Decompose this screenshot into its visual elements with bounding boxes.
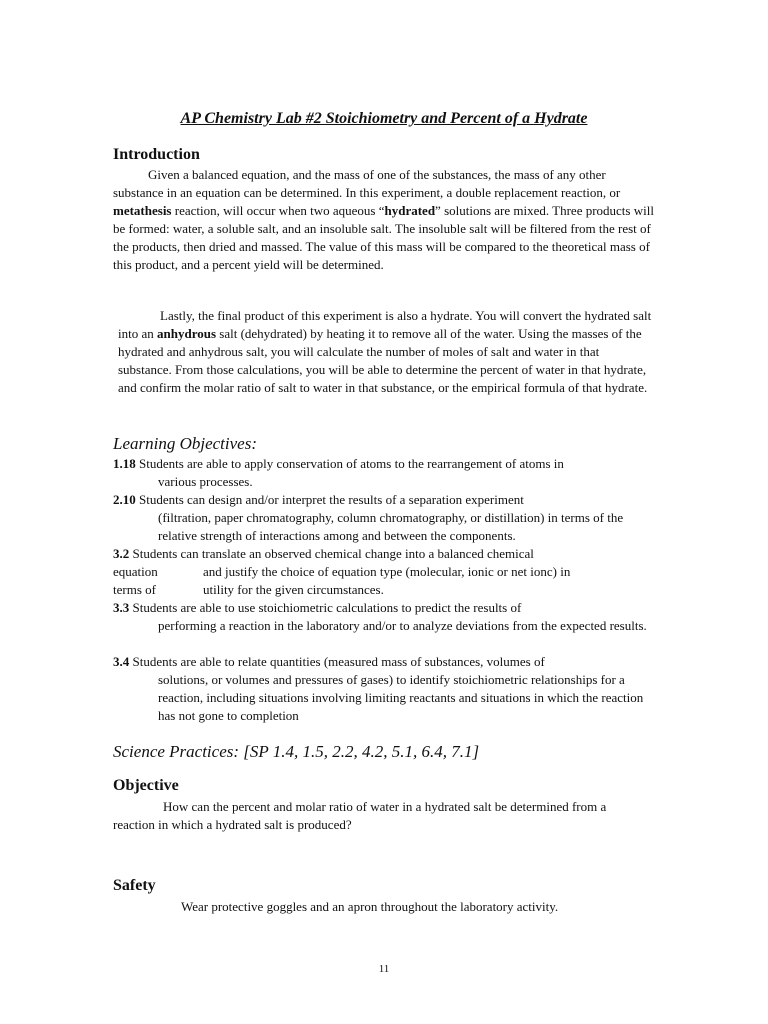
learning-objective-item <box>113 599 653 635</box>
objective-text-continued: utility for the given circumstances. <box>203 582 384 597</box>
objective-text: Students are able to apply conservation of atoms to the rearrangement of atoms in <box>135 456 564 471</box>
objective-number: 3.4 <box>113 654 130 669</box>
intro-p2-text-2: salt (dehydrated) by heating it to remove all of the water. Using the masses of the hydrated and anhydrous salt, you will calculate the number of moles of salt and water in that substance. From those calculations, you will be able to determine the percent of water in that hydrate, and confirm the molar ratio of salt to water in that substance, or the empirical formula of that hydrate. <box>118 326 648 395</box>
objective-text-word: equation <box>113 564 158 579</box>
intro-p1-text-2: reaction, will occur when two aqueous “ <box>171 203 385 218</box>
learning-objective-item <box>113 491 653 545</box>
introduction-paragraph-2 <box>118 307 655 397</box>
intro-p2-text-1: Lastly, the final product of this experiment is also a hydrate. You will convert the hydrated salt into an <box>118 308 652 341</box>
learning-objectives-heading: Learning Objectives: <box>113 434 257 453</box>
objective-number: 2.10 <box>113 492 136 507</box>
objective-text-word: terms of <box>113 582 156 597</box>
introduction-paragraph-1 <box>113 166 655 274</box>
intro-p1-bold-metathesis: metathesis <box>113 203 172 218</box>
intro-p1-bold-hydrated: hydrated <box>384 203 436 218</box>
learning-objective-item <box>113 545 653 599</box>
objective-number: 3.3 <box>113 600 130 615</box>
safety-heading: Safety <box>113 877 156 894</box>
objective-number: 1.18 <box>113 456 136 471</box>
safety-text: Wear protective goggles and an apron throughout the laboratory activity. <box>181 899 559 914</box>
objective-heading: Objective <box>113 777 179 794</box>
intro-p1-text-3: ” solutions are mixed. Three products will be formed: water, a soluble salt, and an insoluble salt. The insoluble salt will be filtered from the rest of the products, then dried and massed. The value of this mass will be compared to the theoretical mass of this product, and a percent yield will be determined. <box>113 203 654 272</box>
objective-text: Students can design and/or interpret the results of a separation experiment <box>135 492 524 507</box>
objective-text-continued: solutions, or volumes and pressures of gases) to identify stoichiometric relationships for a reaction, including situations involving limiting reactants and situations in which the reaction has not gone to completion <box>158 672 644 723</box>
objective-text: Students are able to relate quantities (measured mass of substances, volumes of <box>129 654 545 669</box>
intro-p1-text-1: Given a balanced equation, and the mass of one of the substances, the mass of any other substance in an equation can be determined. In this experiment, a double replacement reaction, or <box>113 167 621 200</box>
page-number: 11 <box>378 963 390 975</box>
objective-text: Students are able to use stoichiometric calculations to predict the results of <box>129 600 522 615</box>
intro-p2-bold-anhydrous: anhydrous <box>157 326 217 341</box>
learning-objective-item <box>113 455 653 491</box>
objective-text: How can the percent and molar ratio of water in a hydrated salt be determined from a reaction in which a hydrated salt is produced? <box>113 799 607 832</box>
objective-text-continued: (filtration, paper chromatography, column chromatography, or distillation) in terms of the relative strength of interactions among and between the components. <box>158 510 624 543</box>
introduction-heading: Introduction <box>113 146 200 163</box>
objective-text: Students can translate an observed chemical change into a balanced chemical <box>129 546 534 561</box>
page-title: AP Chemistry Lab #2 Stoichiometry and Percent of a Hydrate <box>180 110 588 127</box>
objective-number: 3.2 <box>113 546 130 561</box>
science-practices: Science Practices: [SP 1.4, 1.5, 2.2, 4.2, 5.1, 6.4, 7.1] <box>113 742 480 761</box>
learning-objective-item <box>113 653 653 725</box>
objective-text-continued: various processes. <box>158 474 253 489</box>
objective-text-continued: and justify the choice of equation type (molecular, ionic or net ionc) in <box>203 564 571 579</box>
objective-text-continued: performing a reaction in the laboratory and/or to analyze deviations from the expected results. <box>158 618 647 633</box>
